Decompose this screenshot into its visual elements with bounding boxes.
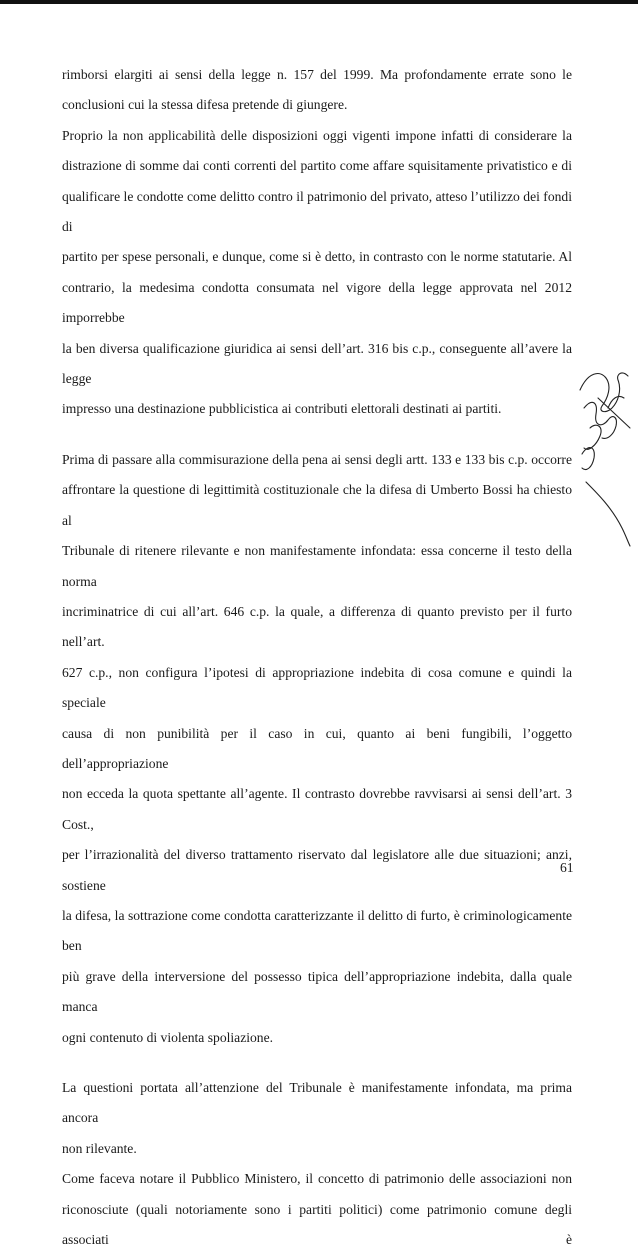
text-line: distrazione di somme dai conti correnti del partito come affare squisitamente privatistico e di: [62, 158, 572, 174]
text-line: La questioni portata all’attenzione del Tribunale è manifestamente infondata, ma prima ancora: [62, 1080, 572, 1126]
text-line: rimborsi elargiti ai sensi della legge n. 157 del 1999. Ma profondamente errate sono le: [62, 67, 572, 82]
page-top-edge: [0, 0, 638, 4]
text-line: incriminatrice di cui all’art. 646 c.p. la quale, a differenza di quanto previsto per il furto nell’art.: [62, 603, 572, 650]
document-body: [62, 60, 572, 1255]
text-line: per l’irrazionalità del diverso trattamento riservato dal legislatore alle due situazioni; anzi, sostiene: [62, 847, 572, 893]
paragraph-4: [62, 1073, 572, 1164]
text-line: Prima di passare alla commisurazione della pena ai sensi degli artt. 133 e 133 bis c.p. occorre: [62, 451, 572, 467]
text-line: ogni contenuto di violenta spoliazione.: [62, 1029, 274, 1045]
text-line: impresso una destinazione pubblicistica ai contributi elettorali destinati ai partiti.: [62, 401, 502, 417]
paragraph-1: [62, 60, 572, 121]
text-line: affrontare la questione di legittimità costituzionale che la difesa di Umberto Bossi ha chiesto al: [62, 482, 572, 528]
text-line: non rilevante.: [62, 1140, 137, 1156]
text-line: più grave della interversione del possesso tipica dell’appropriazione indebita, dalla quale manca: [62, 968, 572, 1015]
handwritten-signature: [578, 368, 636, 548]
text-line: la difesa, la sottrazione come condotta caratterizzante il delitto di furto, è criminologicamente ben: [62, 907, 572, 954]
paragraph-3: [62, 445, 572, 1053]
text-line: causa di non punibilità per il caso in cui, quanto ai beni fungibili, l’oggetto dell’appropriazione: [62, 725, 572, 771]
text-line: conclusioni cui la stessa difesa pretende di giungere.: [62, 97, 348, 113]
text-line: riconosciute (quali notoriamente sono i partiti politici) come patrimonio comune degli associati è: [62, 1201, 572, 1248]
text-line: 627 c.p., non configura l’ipotesi di appropriazione indebita di cosa comune e quindi la speciale: [62, 664, 572, 711]
text-line: Come faceva notare il Pubblico Ministero, il concetto di patrimonio delle associazioni non: [62, 1171, 572, 1187]
paragraph-spacer: [62, 425, 572, 445]
text-line: contrario, la medesima condotta consumata nel vigore della legge approvata nel 2012 imporrebbe: [62, 279, 572, 326]
page-number: 61: [560, 860, 574, 875]
text-line: qualificare le condotte come delitto contro il patrimonio del privato, atteso l’utilizzo dei fondi di: [62, 188, 572, 235]
text-line: Proprio la non applicabilità delle disposizioni oggi vigenti impone infatti di considerare la: [62, 127, 572, 143]
text-line: la ben diversa qualificazione giuridica ai sensi dell’art. 316 bis c.p., conseguente all’avere la legge: [62, 340, 572, 387]
paragraph-2: [62, 121, 572, 425]
paragraph-5: [62, 1164, 572, 1255]
paragraph-spacer: [62, 1053, 572, 1073]
text-line: Tribunale di ritenere rilevante e non manifestamente infondata: essa concerne il testo della norma: [62, 543, 572, 589]
text-line: non ecceda la quota spettante all’agente. Il contrasto dovrebbe ravvisarsi ai sensi dell’art. 3 Cost.,: [62, 786, 572, 832]
text-line: partito per spese personali, e dunque, come si è detto, in contrasto con le norme statutarie. Al: [62, 249, 572, 265]
